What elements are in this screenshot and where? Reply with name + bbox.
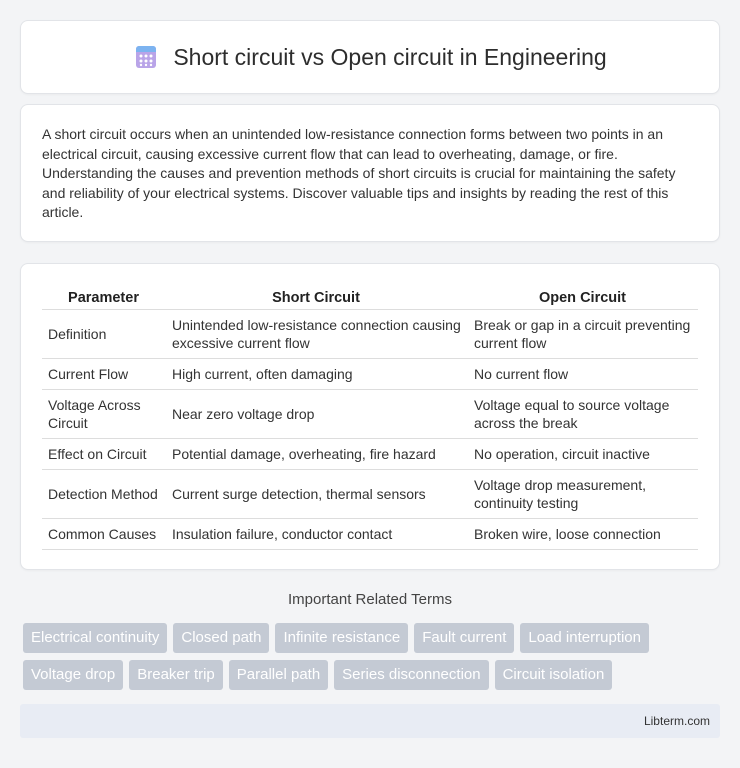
table-row: [42, 359, 698, 390]
comparison-table-card: [20, 263, 720, 570]
related-terms-title: Important Related Terms: [288, 591, 452, 608]
table-row: [42, 439, 698, 470]
cell-short-circuit: Current surge detection, thermal sensors: [165, 470, 467, 519]
header-short-circuit: Short Circuit: [165, 283, 467, 310]
cell-short-circuit: Unintended low-resistance connection causing excessive current flow: [165, 310, 467, 359]
cell-parameter: Detection Method: [42, 470, 165, 519]
table-row: [42, 519, 698, 550]
cell-parameter: Voltage Across Circuit: [42, 390, 165, 439]
page-title: Short circuit vs Open circuit in Engineering: [173, 43, 607, 70]
header-parameter: Parameter: [42, 283, 165, 310]
tag-load-interruption[interactable]: Load interruption: [520, 623, 649, 653]
tag-parallel-path[interactable]: Parallel path: [229, 660, 328, 690]
cell-short-circuit: High current, often damaging: [165, 359, 467, 390]
footer: [20, 704, 720, 738]
cell-short-circuit: Near zero voltage drop: [165, 390, 467, 439]
header-card: [20, 20, 720, 94]
cell-parameter: Effect on Circuit: [42, 439, 165, 470]
cell-open-circuit: Broken wire, loose connection: [467, 519, 698, 550]
cell-short-circuit: Potential damage, overheating, fire hazard: [165, 439, 467, 470]
comparison-table: [42, 283, 698, 550]
tag-electrical-continuity[interactable]: Electrical continuity: [23, 623, 167, 653]
tag-fault-current[interactable]: Fault current: [414, 623, 514, 653]
cell-open-circuit: No current flow: [467, 359, 698, 390]
header-open-circuit: Open Circuit: [467, 283, 698, 310]
cell-short-circuit: Insulation failure, conductor contact: [165, 519, 467, 550]
cell-parameter: Definition: [42, 310, 165, 359]
table-header-row: [42, 283, 698, 310]
cell-open-circuit: No operation, circuit inactive: [467, 439, 698, 470]
tag-circuit-isolation[interactable]: Circuit isolation: [495, 660, 613, 690]
tag-infinite-resistance[interactable]: Infinite resistance: [275, 623, 408, 653]
calculator-icon: [133, 44, 159, 70]
footer-brand-link[interactable]: Libterm.com: [643, 714, 710, 728]
tag-breaker-trip[interactable]: Breaker trip: [129, 660, 223, 690]
tag-voltage-drop[interactable]: Voltage drop: [23, 660, 123, 690]
intro-card: [20, 104, 720, 242]
table-row: [42, 310, 698, 359]
tag-closed-path[interactable]: Closed path: [173, 623, 269, 653]
cell-open-circuit: Break or gap in a circuit preventing current flow: [467, 310, 698, 359]
intro-text: A short circuit occurs when an unintended low-resistance connection forms between two points in an electrical circuit, causing excessive current flow that can lead to overheating, damage, or fire. Understanding the causes and prevention methods of short circuits is crucial for maintaining the safety and reliability of your electrical systems. Discover valuable tips and insights by reading the rest of this article.: [42, 126, 676, 221]
cell-open-circuit: Voltage drop measurement, continuity testing: [467, 470, 698, 519]
cell-parameter: Current Flow: [42, 359, 165, 390]
cell-parameter: Common Causes: [42, 519, 165, 550]
table-row: [42, 470, 698, 519]
tag-series-disconnection[interactable]: Series disconnection: [334, 660, 488, 690]
related-terms-list: [23, 623, 713, 690]
cell-open-circuit: Voltage equal to source voltage across the break: [467, 390, 698, 439]
table-row: [42, 390, 698, 439]
title-wrap: [133, 44, 606, 71]
